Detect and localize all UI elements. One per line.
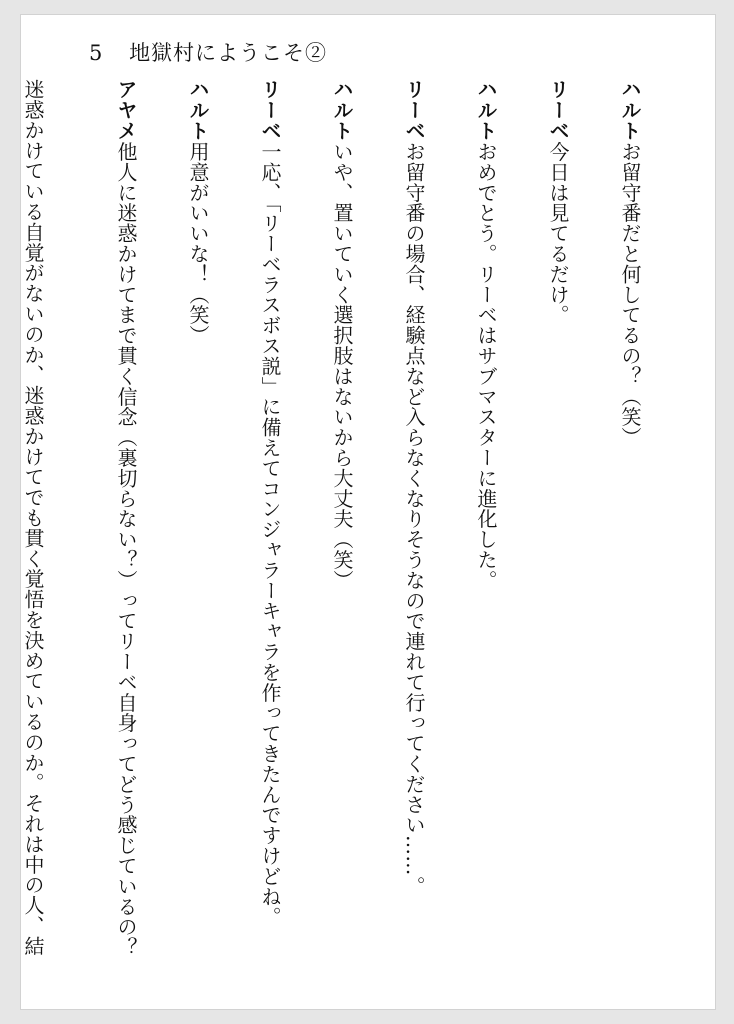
dialogue-line — [69, 79, 141, 979]
speaker-name: リーベ — [546, 79, 570, 142]
line-text: 一応、「リーベラスボス説」に備えてコンジャラーキャラを作ってきたんですけどね。 — [258, 141, 282, 928]
dialogue-line — [357, 79, 429, 979]
chapter-header — [89, 37, 327, 67]
dialogue-line — [285, 79, 357, 979]
speaker-name: ハルト — [618, 79, 642, 142]
line-text: おめでとう。リーベはサブマスターに進化した。 — [474, 141, 498, 591]
line-text: お留守番だと何してるの？（笑） — [618, 141, 642, 448]
dialogue-line — [213, 79, 285, 979]
chapter-number: 5 — [89, 41, 104, 65]
dialogue-line — [501, 79, 573, 979]
dialogue-line — [573, 79, 645, 979]
line-text: お留守番の場合、経験点など入らなくなりそうなので連れて行ってください……。 — [402, 141, 426, 897]
dialogue-line — [429, 79, 501, 979]
chapter-title: 地獄村にようこそ② — [129, 41, 328, 65]
speaker-name: リーベ — [258, 79, 282, 142]
dialogue-body — [21, 79, 645, 979]
line-text: 用意がいいな！（笑） — [186, 141, 210, 346]
book-page — [20, 14, 716, 1010]
line-text: 迷惑かけている自覚がないのか、迷惑かけてでも貫く覚悟を決めているのか。それは中の人、結 — [21, 79, 45, 957]
speaker-name: ハルト — [330, 79, 354, 142]
speaker-name: アヤメ — [114, 79, 138, 142]
speaker-name: ハルト — [186, 79, 210, 142]
line-text: 他人に迷惑かけてまで貫く信念（裏切らない？）ってリーベ自身ってどう感じているの？ — [114, 141, 138, 958]
speaker-name: ハルト — [474, 79, 498, 142]
dialogue-line — [20, 79, 69, 979]
speaker-name: リーベ — [402, 79, 426, 142]
dialogue-line — [141, 79, 213, 979]
line-text: いや、置いていく選択肢はないから大丈夫（笑） — [330, 141, 354, 591]
line-text: 今日は見てるだけ。 — [546, 141, 570, 326]
